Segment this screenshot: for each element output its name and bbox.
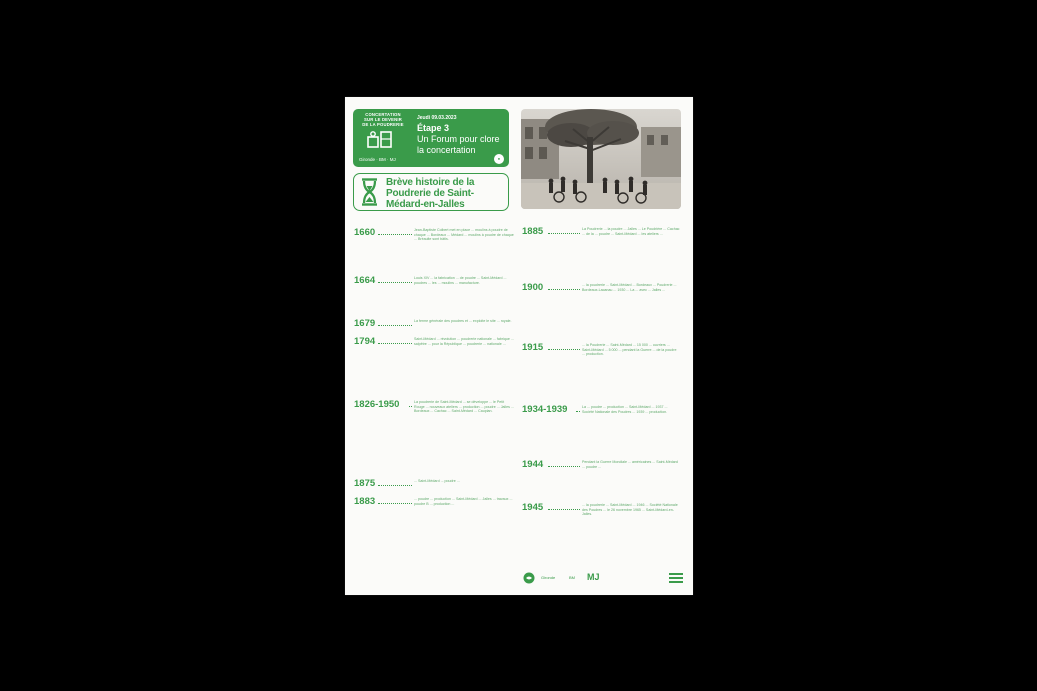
timeline-text: La ... poudre ... production ... Saint-Médard ... 1937 ... Société Nationale des Poudres ... 1939 ... production.: [582, 405, 668, 414]
partner-logos: Gironde · BM · MJ: [359, 157, 396, 162]
timeline-year: 1660: [354, 227, 376, 238]
hourglass-icon: [361, 178, 378, 206]
footer-logo: Gironde: [541, 575, 556, 580]
timeline-leader-dots: [548, 289, 580, 290]
timeline-leader-dots: [378, 282, 412, 283]
timeline-year: 1885: [522, 226, 544, 237]
step-title: Un Forum pour clore la concertation: [417, 134, 500, 155]
timeline-text: Louis XIV ... la fabrication ... de poudre ... Saint-Médard ... poudres ... les ... moulins ... manufacture.: [414, 276, 507, 285]
timeline-text: La ferme générale des poudres et ... exploite le site ... royale.: [414, 319, 512, 323]
timeline-text: ... la poudrerie ... Saint-Médard ... Bordeaux ... Poudrerie ... Bordeaux-Lacanau ... 1930 ... La ... avec ... Jalles ...: [582, 283, 677, 292]
timeline-text: La poudrerie de Saint-Médard ... se développe ... le Petit Rouge ... nouveaux ateliers ... production ... poudre ... Jalles ... Bordeaux ... Cachac ... Saint-Médard ... Caupian.: [414, 400, 514, 414]
section-header: [353, 173, 509, 211]
timeline-year: 1875: [354, 478, 376, 489]
timeline-year: 1664: [354, 275, 376, 286]
timeline-year: 1900: [522, 282, 544, 293]
timeline-text: ... la poudrerie ... Saint-Médard ... 1946 ... Société Nationale des Poudres ... le 26 novembre 1965 ... Saint-Médard-en-Jalles.: [582, 503, 678, 517]
timeline-leader-dots: [378, 325, 412, 326]
timeline-leader-dots: [378, 503, 412, 504]
footer-badge-icon: [523, 572, 535, 584]
timeline-text: Saint-Médard ... révolution ... poudrerie nationale ... fabrique ... salpêtre ... pour la République ... poudrerie ... nationale ...: [414, 337, 514, 346]
timeline-year: 1944: [522, 459, 544, 470]
timeline-year: 1679: [354, 318, 376, 329]
badge-icon: ●: [494, 154, 504, 164]
concertation-logo-icon: [367, 131, 393, 149]
section-title: Brève histoire de la Poudrerie de Saint-Médard-en-Jalles: [386, 177, 475, 210]
footer-logo: BM: [569, 575, 575, 580]
timeline-text: Jean-Baptiste Colbert met en place ... moulins à poudre de chaque ... Bordeaux ... Médard ... moulins à poudre de chaque ... Bréaulte sont bâtis.: [414, 228, 514, 242]
timeline-leader-dots: [548, 466, 580, 467]
timeline-year: 1794: [354, 336, 376, 347]
footer-org-logo-icon: [669, 573, 683, 583]
step-label: Étape 3: [417, 123, 450, 133]
timeline-year: 1934-1939: [522, 404, 568, 415]
timeline-text: La Poudrerie ... la poudre ... Jalles ... Le Poudrière ... Cachac ... de la ... poudre ... Saint-Médard ... les ateliers ...: [582, 227, 680, 236]
timeline-year: 1883: [354, 496, 376, 507]
header-organization: CONCERTATION SUR LE DEVENIR DE LA POUDRERIE: [362, 112, 404, 127]
timeline-text: ... la Poudrerie ... Saint-Médard ... 15 000 ... ouvriers ... Saint-Médard ... 5 000 ... pendant la Guerre ... de la poudre ... production.: [582, 343, 677, 357]
timeline-year: 1915: [522, 342, 544, 353]
timeline-leader-dots: [378, 343, 412, 344]
timeline-leader-dots: [576, 411, 580, 412]
timeline-text: Pendant la Guerre Mondiale ... américaines ... Saint-Médard ... poudre ...: [582, 460, 678, 469]
timeline-year: 1826-1950: [354, 399, 400, 410]
footer-logo: MJ: [587, 572, 600, 582]
historic-photo-image: [521, 109, 681, 209]
timeline-text: ... Saint-Médard ... poudre ...: [414, 479, 460, 483]
timeline-text: ... poudre ... production ... Saint-Médard ... Jalles ... travaux ... poudre B ... production ...: [414, 497, 513, 506]
poster-sheet: [345, 97, 693, 595]
timeline-leader-dots: [548, 509, 580, 510]
timeline-leader-dots: [378, 485, 412, 486]
timeline-leader-dots: [548, 233, 580, 234]
timeline-year: 1945: [522, 502, 544, 513]
event-date: Jeudi 09.03.2023: [417, 115, 457, 121]
header-banner: [353, 109, 509, 167]
timeline-leader-dots: [548, 349, 580, 350]
timeline-leader-dots: [378, 234, 412, 235]
timeline-leader-dots: [409, 406, 412, 407]
footer-logos: [523, 571, 685, 585]
historic-photo: [521, 109, 681, 209]
